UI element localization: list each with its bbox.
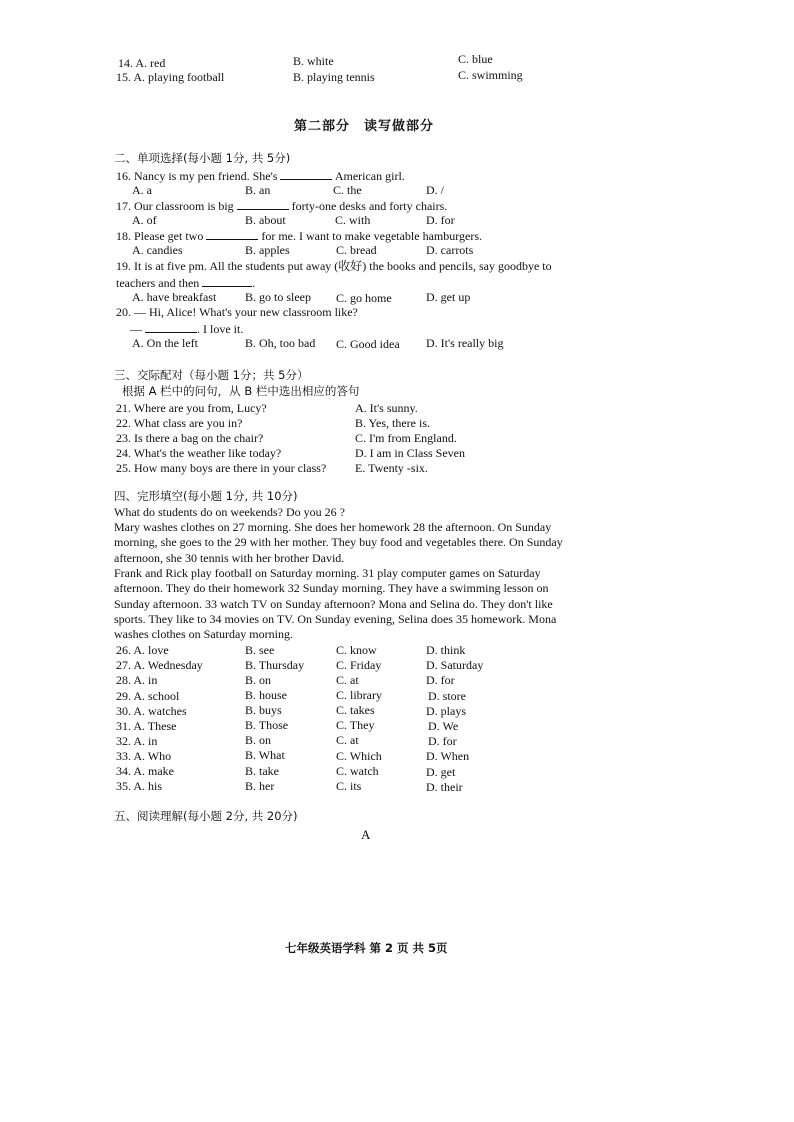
q30-option-c: C. takes <box>336 703 375 717</box>
q20-stem-line2 <box>130 321 243 337</box>
q17-stem-pre: 17. Our classroom is big <box>116 199 234 213</box>
matching-question-21: 21. Where are you from, Lucy? <box>116 401 267 415</box>
cloze-passage-line: morning, she goes to the 29 with her mother. They buy food and vegetables there. On Sunday <box>114 535 563 549</box>
q26-option-a: 26. A. love <box>116 643 169 657</box>
q17-option-d: D. for <box>426 213 455 227</box>
q32-option-d: D. for <box>428 734 457 748</box>
q26-option-b: B. see <box>245 643 275 657</box>
cloze-passage-line: afternoon, she 30 tennis with her brother David. <box>114 551 345 565</box>
section4-title: 四、完形填空(每小题 1分, 共 10分) <box>114 489 298 503</box>
q27-option-b: B. Thursday <box>245 658 305 672</box>
q29-option-a: 29. A. school <box>116 689 180 703</box>
q16-blank <box>280 168 332 180</box>
q16-option-b: B. an <box>245 183 271 197</box>
cloze-passage-line: Sunday afternoon. 33 watch TV on Sunday afternoon? Mona and Selina do. They don't like <box>114 597 553 611</box>
q27-option-c: C. Friday <box>336 658 382 672</box>
q32-option-c: C. at <box>336 733 359 747</box>
cloze-passage-line: sports. They like to 34 movies on TV. On Sunday evening, Selina does 35 homework. Mona <box>114 612 557 626</box>
part-title: 第二部分 读写做部分 <box>294 119 435 134</box>
matching-answer-c: C. I'm from England. <box>355 431 457 445</box>
q28-option-d: D. for <box>426 673 455 687</box>
q33-option-c: C. Which <box>336 749 382 763</box>
q31-option-b: B. Those <box>245 718 289 732</box>
q34-option-d: D. get <box>426 765 456 779</box>
matching-question-24: 24. What's the weather like today? <box>116 446 282 460</box>
q35-option-d: D. their <box>426 780 463 794</box>
q29-option-c: C. library <box>336 688 382 702</box>
q18-stem <box>116 228 482 244</box>
q17-option-c: C. with <box>335 213 371 227</box>
q17-option-b: B. about <box>245 213 286 227</box>
q20-blank <box>145 321 197 333</box>
matching-answer-a: A. It's sunny. <box>355 401 418 415</box>
q20-stem-post: . I love it. <box>197 322 244 336</box>
q33-option-a: 33. A. Who <box>116 749 172 763</box>
matching-question-25: 25. How many boys are there in your class? <box>116 461 327 475</box>
q33-option-b: B. What <box>245 748 285 762</box>
q19-option-d: D. get up <box>426 290 471 304</box>
q18-option-b: B. apples <box>245 243 290 257</box>
q33-option-d: D. When <box>426 749 470 763</box>
q20-option-c: C. Good idea <box>336 337 400 351</box>
q15-option-a: 15. A. playing football <box>116 70 225 84</box>
q19-stem-line2 <box>116 275 255 291</box>
q16-stem-pre: 16. Nancy is my pen friend. She's <box>116 169 278 183</box>
q19-option-a: A. have breakfast <box>132 290 217 304</box>
q34-option-b: B. take <box>245 764 279 778</box>
q35-option-a: 35. A. his <box>116 779 163 793</box>
matching-answer-b: B. Yes, there is. <box>355 416 431 430</box>
matching-answer-e: E. Twenty -six. <box>355 461 428 475</box>
q16-option-d: D. / <box>426 183 444 197</box>
cloze-passage-line: What do students do on weekends? Do you 26 ? <box>114 505 345 519</box>
q34-option-c: C. watch <box>336 764 379 778</box>
q29-option-b: B. house <box>245 688 287 702</box>
q28-option-a: 28. A. in <box>116 673 158 687</box>
q19-stem-post: . <box>252 276 256 290</box>
section3-instruction: 根据 A 栏中的问句，从 B 栏中选出相应的答句 <box>122 384 360 398</box>
q19-option-b: B. go to sleep <box>245 290 311 304</box>
q16-option-a: A. a <box>132 183 152 197</box>
section3-title: 三、交际配对（每小题 1分；共 5分） <box>114 368 309 382</box>
cloze-passage-line: washes clothes on Saturday morning. <box>114 627 293 641</box>
q15-option-b: B. playing tennis <box>293 70 375 84</box>
passage-label: A <box>361 827 371 842</box>
q19-stem-pre: teachers and then <box>116 276 200 290</box>
q19-option-c: C. go home <box>336 291 392 305</box>
q20-stem-pre: — <box>130 322 142 336</box>
q19-blank <box>202 275 252 287</box>
cloze-passage-line: Frank and Rick play football on Saturday morning. 31 play computer games on Saturday <box>114 566 541 580</box>
page-footer: 七年级英语学科 第 2 页 共 5页 <box>285 941 448 955</box>
q14-option-b: B. white <box>293 54 334 68</box>
q32-option-b: B. on <box>245 733 272 747</box>
q17-stem-post: forty-one desks and forty chairs. <box>291 199 448 213</box>
q35-option-c: C. its <box>336 779 362 793</box>
q20-option-d: D. It's really big <box>426 336 504 350</box>
section2-title: 二、单项选择(每小题 1分, 共 5分) <box>114 151 291 165</box>
matching-answer-d: D. I am in Class Seven <box>355 446 465 460</box>
q30-option-b: B. buys <box>245 703 282 717</box>
q26-option-d: D. think <box>426 643 466 657</box>
cloze-passage-line: Mary washes clothes on 27 morning. She does her homework 28 the afternoon. On Sunday <box>114 520 552 534</box>
q18-stem-pre: 18. Please get two <box>116 229 204 243</box>
q17-blank <box>237 198 289 210</box>
q27-option-a: 27. A. Wednesday <box>116 658 203 672</box>
q20-option-a: A. On the left <box>132 336 198 350</box>
q15-option-c: C. swimming <box>458 68 523 82</box>
q28-option-c: C. at <box>336 673 359 687</box>
q14-option-a: 14. A. red <box>118 56 166 70</box>
q31-option-c: C. They <box>336 718 375 732</box>
q16-option-c: C. the <box>333 183 362 197</box>
q27-option-d: D. Saturday <box>426 658 484 672</box>
q18-option-c: C. bread <box>336 243 377 257</box>
section5-title: 五、阅读理解(每小题 2分, 共 20分) <box>114 809 298 823</box>
q18-stem-post: for me. I want to make vegetable hamburgers. <box>261 229 483 243</box>
q20-stem-line1: 20. — Hi, Alice! What's your new classroom like? <box>116 305 358 319</box>
q34-option-a: 34. A. make <box>116 764 174 778</box>
q18-option-a: A. candies <box>132 243 183 257</box>
q30-option-d: D. plays <box>426 704 466 718</box>
q32-option-a: 32. A. in <box>116 734 158 748</box>
q31-option-a: 31. A. These <box>116 719 177 733</box>
q35-option-b: B. her <box>245 779 275 793</box>
q18-blank <box>206 228 258 240</box>
cloze-passage-line: afternoon. They do their homework 32 Sunday morning. They have a swimming lesson on <box>114 581 549 595</box>
q19-stem-line1: 19. It is at five pm. All the students put away (收好) the books and pencils, say goodbye to <box>116 259 552 273</box>
q16-stem-post: American girl. <box>334 169 405 183</box>
q18-option-d: D. carrots <box>426 243 474 257</box>
q28-option-b: B. on <box>245 673 272 687</box>
q26-option-c: C. know <box>336 643 377 657</box>
q17-option-a: A. of <box>132 213 157 227</box>
q16-stem <box>116 168 405 184</box>
q31-option-d: D. We <box>428 719 459 733</box>
q30-option-a: 30. A. watches <box>116 704 187 718</box>
q14-option-c: C. blue <box>458 52 493 66</box>
matching-question-23: 23. Is there a bag on the chair? <box>116 431 264 445</box>
q17-stem <box>116 198 447 214</box>
matching-question-22: 22. What class are you in? <box>116 416 243 430</box>
q20-option-b: B. Oh, too bad <box>245 336 316 350</box>
q29-option-d: D. store <box>428 689 466 703</box>
